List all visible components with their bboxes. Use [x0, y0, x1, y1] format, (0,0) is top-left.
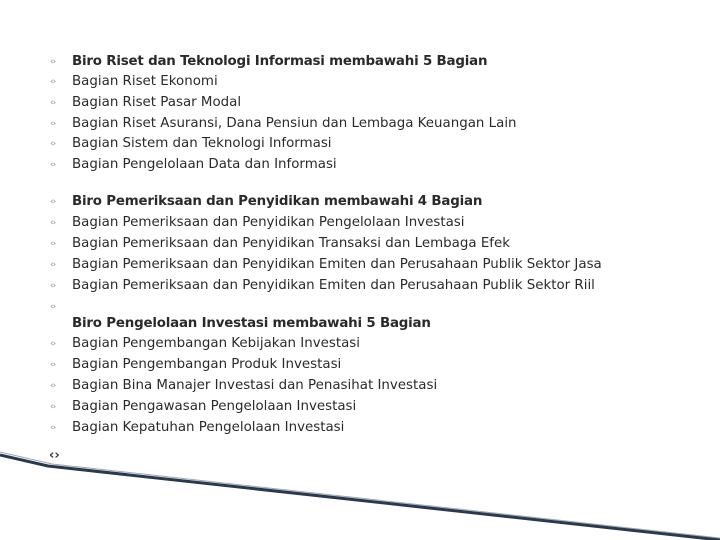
- bullet-icon: [50, 120, 55, 129]
- bullet-icon: [50, 78, 55, 87]
- bullet-icon: [50, 99, 55, 108]
- list-item-text: Bagian Riset Ekonomi: [72, 74, 218, 89]
- section-heading: Biro Pemeriksaan dan Penyidikan membawahi 4 Bagian: [72, 194, 483, 209]
- bullet-icon: [50, 198, 55, 207]
- bullet-icon: ‹›: [49, 448, 60, 463]
- list-item-text: Bagian Riset Pasar Modal: [72, 95, 242, 110]
- bullet-icon: [50, 403, 55, 412]
- bullet-icon: [50, 303, 55, 312]
- bullet-icon: [50, 58, 55, 67]
- bullet-icon: [50, 219, 55, 228]
- list-item-text: Bagian Pemeriksaan dan Penyidikan Emiten dan Perusahaan Publik Sektor Jasa: [72, 257, 602, 272]
- bullet-icon: [50, 361, 55, 370]
- list-item-text: Bagian Pengembangan Produk Investasi: [72, 357, 342, 372]
- list-item-text: Bagian Bina Manajer Investasi dan Penasihat Investasi: [72, 378, 438, 393]
- bullet-icon: [50, 240, 55, 249]
- list-item-text: Bagian Kepatuhan Pengelolaan Investasi: [72, 420, 345, 435]
- bullet-icon: [50, 261, 55, 270]
- list-item-text: Bagian Pengembangan Kebijakan Investasi: [72, 336, 361, 351]
- bullet-icon: [50, 424, 55, 433]
- list-item-text: Bagian Pemeriksaan dan Penyidikan Emiten dan Perusahaan Publik Sektor Riil: [72, 278, 595, 293]
- list-item-text: Bagian Sistem dan Teknologi Informasi: [72, 136, 332, 151]
- list-item-text: Bagian Pemeriksaan dan Penyidikan Pengelolaan Investasi: [72, 215, 465, 230]
- section-heading: Biro Pengelolaan Investasi membawahi 5 Bagian: [72, 316, 431, 331]
- bullet-icon: [50, 382, 55, 391]
- corner-decoration: [0, 450, 720, 540]
- bullet-icon: [50, 340, 55, 349]
- bullet-icon: [50, 140, 55, 149]
- list-item-text: Bagian Pemeriksaan dan Penyidikan Transaksi dan Lembaga Efek: [72, 236, 510, 251]
- bullet-icon: [50, 282, 55, 291]
- list-item-text: Bagian Riset Asuransi, Dana Pensiun dan Lembaga Keuangan Lain: [72, 116, 517, 131]
- bullet-icon: [50, 161, 55, 170]
- list-item-text: Bagian Pengawasan Pengelolaan Investasi: [72, 399, 357, 414]
- list-item-text: Bagian Pengelolaan Data dan Informasi: [72, 157, 337, 172]
- section-heading: Biro Riset dan Teknologi Informasi membawahi 5 Bagian: [72, 54, 488, 69]
